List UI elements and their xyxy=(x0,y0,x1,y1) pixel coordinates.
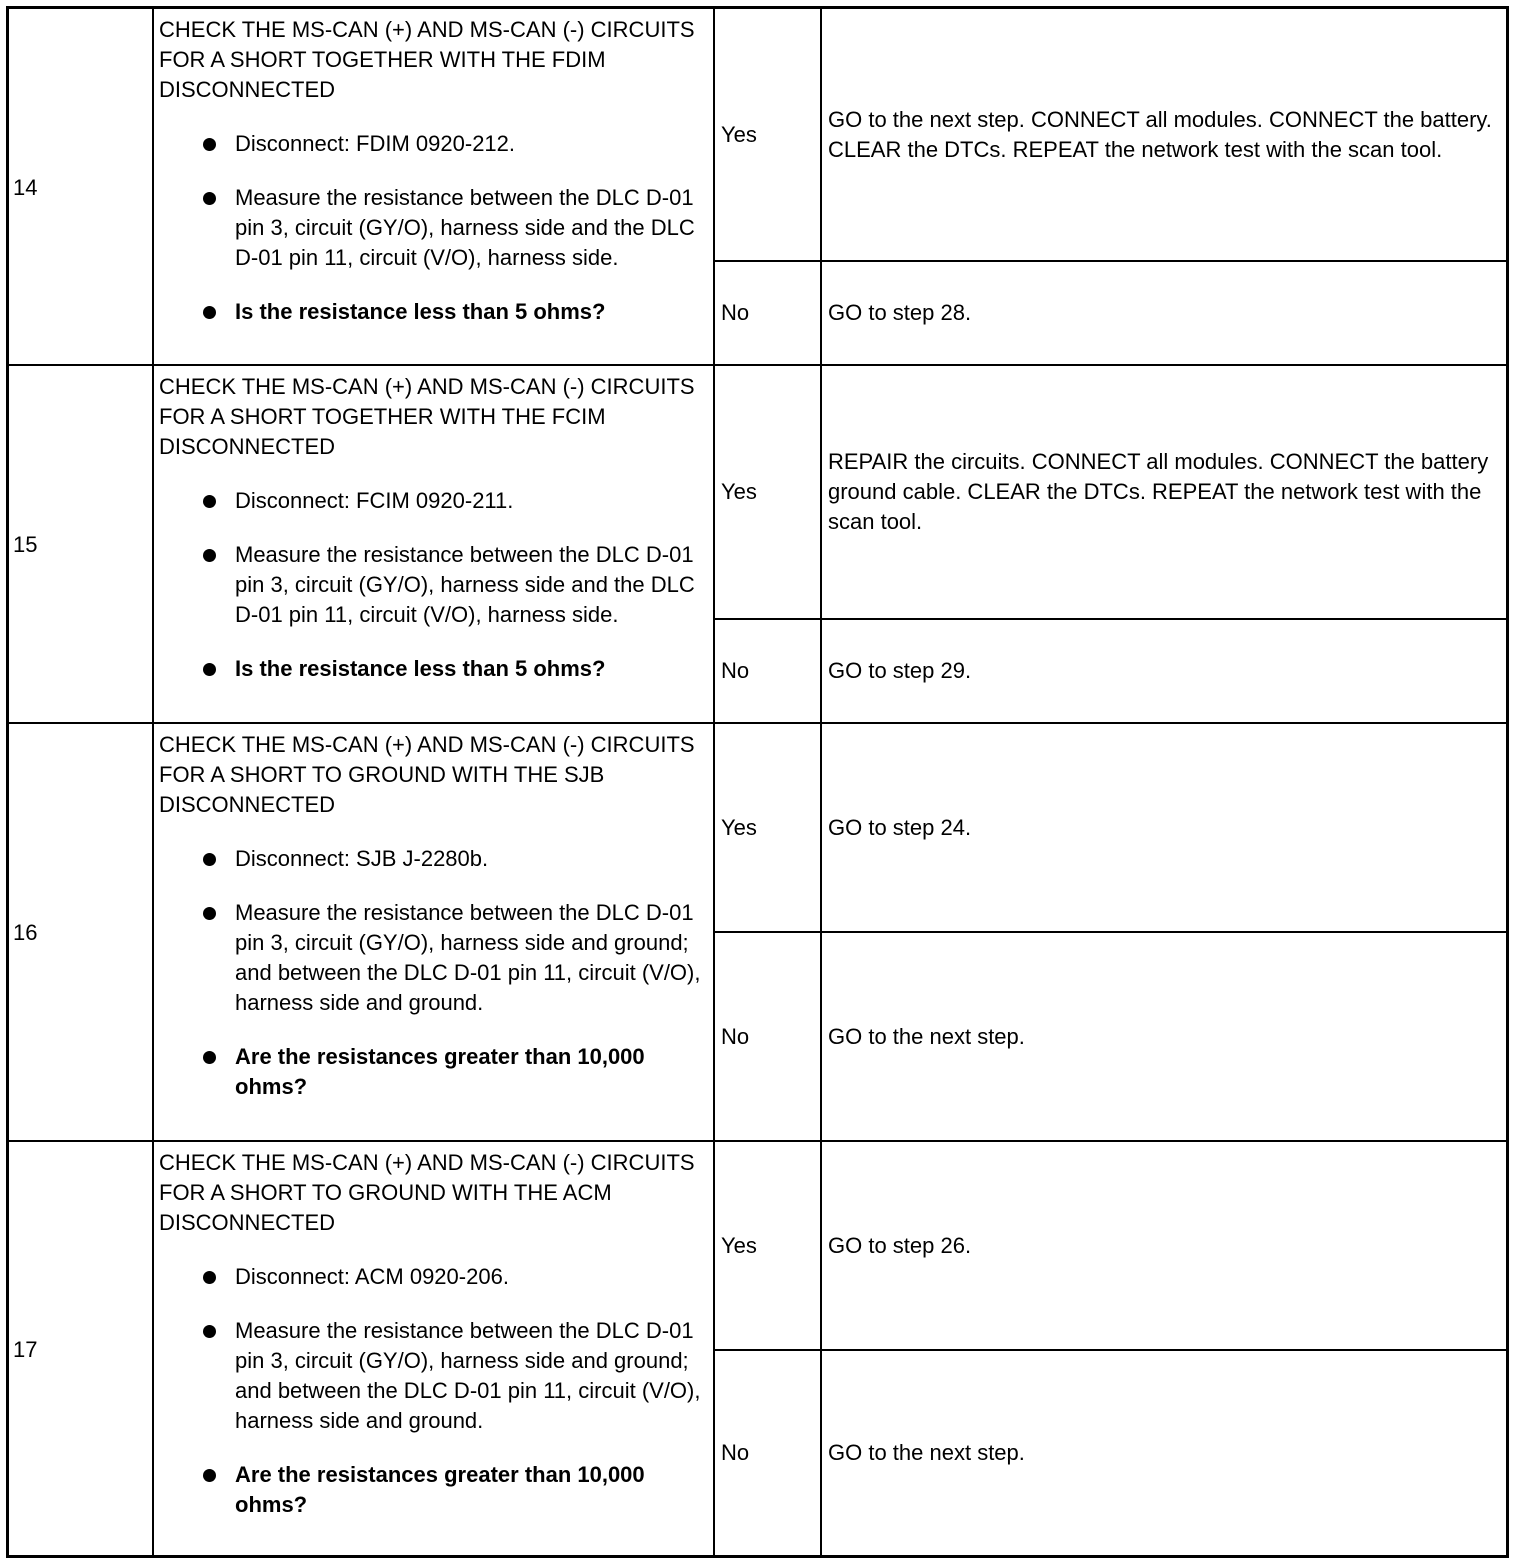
answer-yes-row xyxy=(715,1142,1506,1351)
step-number: 16 xyxy=(9,724,154,1140)
no-label: No xyxy=(715,620,822,722)
step-row xyxy=(9,366,1506,724)
answers-cell xyxy=(715,9,1506,364)
diagnostic-table xyxy=(6,6,1509,1558)
yes-action: GO to the next step. CONNECT all modules. CONNECT the battery. CLEAR the DTCs. REPEAT the network test with the scan tool. xyxy=(828,106,1492,162)
bullet-item: Disconnect: FDIM 0920-212. xyxy=(159,129,705,159)
check-bullets xyxy=(159,486,705,684)
no-action: GO to the next step. xyxy=(828,1440,1025,1465)
check-question: Are the resistances greater than 10,000 ohms? xyxy=(159,1042,705,1102)
check-question: Is the resistance less than 5 ohms? xyxy=(159,297,705,327)
yes-label: Yes xyxy=(715,9,822,260)
check-bullets xyxy=(159,129,705,327)
no-label: No xyxy=(715,262,822,364)
step-row xyxy=(9,724,1506,1142)
no-label: No xyxy=(715,1351,822,1555)
answers-cell xyxy=(715,1142,1506,1555)
check-title: CHECK THE MS-CAN (+) AND MS-CAN (-) CIRCUITS FOR A SHORT TOGETHER WITH THE FCIM DISCONNECTED xyxy=(159,374,695,459)
check-bullets xyxy=(159,844,705,1102)
yes-label: Yes xyxy=(715,724,822,931)
bullet-item: Measure the resistance between the DLC D-01 pin 3, circuit (GY/O), harness side and the DLC D-01 pin 11, circuit (V/O), harness side. xyxy=(159,540,705,630)
step-row xyxy=(9,9,1506,366)
step-check-cell xyxy=(154,9,715,364)
answer-no-row xyxy=(715,262,1506,364)
answers-cell xyxy=(715,366,1506,722)
bullet-item: Measure the resistance between the DLC D-01 pin 3, circuit (GY/O), harness side and the DLC D-01 pin 11, circuit (V/O), harness side. xyxy=(159,183,705,273)
yes-action: GO to step 24. xyxy=(828,814,972,840)
check-title: CHECK THE MS-CAN (+) AND MS-CAN (-) CIRCUITS FOR A SHORT TO GROUND WITH THE SJB DISCONNECTED xyxy=(159,732,695,817)
answers-cell xyxy=(715,724,1506,1140)
check-question: Are the resistances greater than 10,000 ohms? xyxy=(159,1460,705,1520)
bullet-item: Measure the resistance between the DLC D-01 pin 3, circuit (GY/O), harness side and ground; and between the DLC D-01 pin 11, circuit (V/O), harness side and ground. xyxy=(159,1316,705,1436)
no-action: GO to step 28. xyxy=(828,300,972,325)
step-check-cell xyxy=(154,366,715,722)
step-number: 17 xyxy=(9,1142,154,1555)
answer-yes-row xyxy=(715,724,1506,933)
no-action: GO to the next step. xyxy=(828,1023,1025,1049)
yes-action: GO to step 26. xyxy=(828,1232,972,1258)
step-row xyxy=(9,1142,1506,1555)
bullet-item: Disconnect: ACM 0920-206. xyxy=(159,1262,705,1292)
answer-no-row xyxy=(715,1351,1506,1555)
bullet-item: Disconnect: FCIM 0920-211. xyxy=(159,486,705,516)
answer-yes-row xyxy=(715,366,1506,620)
check-title: CHECK THE MS-CAN (+) AND MS-CAN (-) CIRCUITS FOR A SHORT TOGETHER WITH THE FDIM DISCONNECTED xyxy=(159,17,695,102)
check-title: CHECK THE MS-CAN (+) AND MS-CAN (-) CIRCUITS FOR A SHORT TO GROUND WITH THE ACM DISCONNECTED xyxy=(159,1150,695,1235)
step-check-cell xyxy=(154,1142,715,1555)
bullet-item: Disconnect: SJB J-2280b. xyxy=(159,844,705,874)
no-action: GO to step 29. xyxy=(828,658,972,683)
check-bullets xyxy=(159,1262,705,1520)
yes-label: Yes xyxy=(715,366,822,618)
no-label: No xyxy=(715,933,822,1140)
step-number: 14 xyxy=(9,9,154,364)
check-question: Is the resistance less than 5 ohms? xyxy=(159,654,705,684)
bullet-item: Measure the resistance between the DLC D-01 pin 3, circuit (GY/O), harness side and ground; and between the DLC D-01 pin 11, circuit (V/O), harness side and ground. xyxy=(159,898,705,1018)
step-check-cell xyxy=(154,724,715,1140)
step-number: 15 xyxy=(9,366,154,722)
answer-no-row xyxy=(715,933,1506,1140)
answer-yes-row xyxy=(715,9,1506,262)
answer-no-row xyxy=(715,620,1506,722)
yes-label: Yes xyxy=(715,1142,822,1349)
yes-action: REPAIR the circuits. CONNECT all modules. CONNECT the battery ground cable. CLEAR the DTCs. REPEAT the network test with the scan tool. xyxy=(828,449,1489,534)
